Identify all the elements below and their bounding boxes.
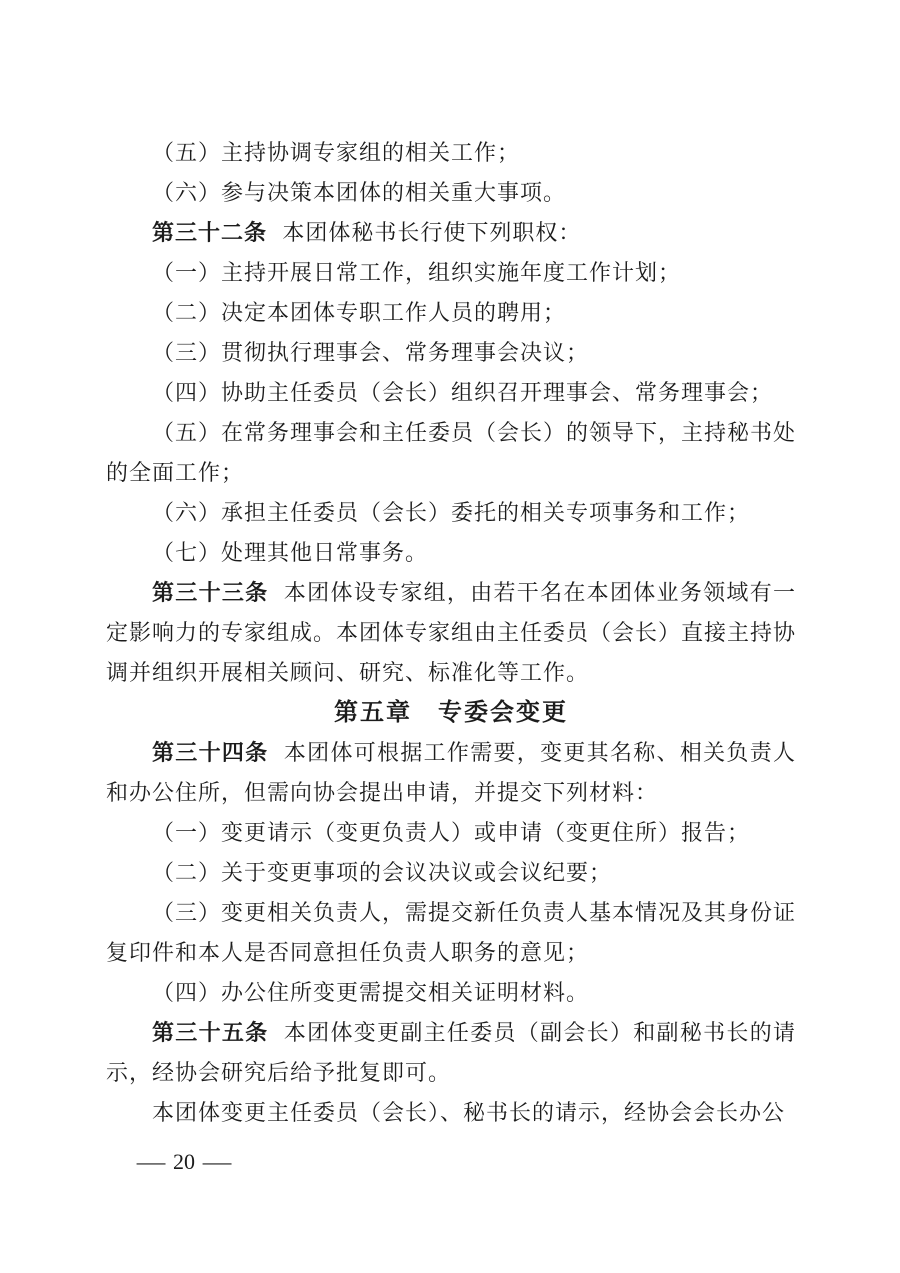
article-number: 第三十三条 <box>152 580 269 605</box>
paragraph: 第三十五条 本团体变更副主任委员（副会长）和副秘书长的请示，经协会研究后给予批复即可。 <box>106 1020 796 1085</box>
footer-left-dash: — <box>136 1149 166 1174</box>
article-number: 第三十二条 <box>152 220 268 245</box>
paragraph: （二）关于变更事项的会议决议或会议纪要； <box>152 860 613 885</box>
paragraph: （一）主持开展日常工作，组织实施年度工作计划； <box>152 260 682 285</box>
paragraph: （二）决定本团体专职工作人员的聘用； <box>152 300 567 325</box>
document-body <box>106 133 796 1133</box>
paragraph: （一）变更请示（变更负责人）或申请（变更住所）报告； <box>152 820 751 845</box>
paragraph: 第三十二条 本团体秘书长行使下列职权： <box>152 220 582 245</box>
paragraph: 第三十四条 本团体可根据工作需要，变更其名称、相关负责人和办公住所，但需向协会提出申请，并提交下列材料： <box>106 740 796 805</box>
paragraph: （四）协助主任委员（会长）组织召开理事会、常务理事会； <box>152 380 774 405</box>
article-number: 第三十五条 <box>152 1020 269 1045</box>
footer-right-dash: — <box>202 1149 232 1174</box>
paragraph: （五）在常务理事会和主任委员（会长）的领导下，主持秘书处的全面工作； <box>106 420 797 485</box>
paragraph: （六）承担主任委员（会长）委托的相关专项事务和工作； <box>152 500 751 525</box>
page-number: 20 <box>173 1149 195 1174</box>
paragraph: （七）处理其他日常事务。 <box>152 540 429 565</box>
article-number: 第三十四条 <box>152 740 269 765</box>
paragraph: （五）主持协调专家组的相关工作； <box>152 140 521 165</box>
paragraph: 本团体变更主任委员（会长）、秘书长的请示，经协会会长办公 <box>152 1100 786 1125</box>
chapter-heading: 第五章 专委会变更 <box>334 699 568 726</box>
paragraph: （六）参与决策本团体的相关重大事项。 <box>152 180 567 205</box>
paragraph: （三）贯彻执行理事会、常务理事会决议； <box>152 340 590 365</box>
page-footer <box>136 1146 232 1178</box>
paragraph: 第三十三条 本团体设专家组，由若干名在本团体业务领域有一定影响力的专家组成。本团体专家组由主任委员（会长）直接主持协调并组织开展相关顾问、研究、标准化等工作。 <box>106 580 797 685</box>
paragraph: （三）变更相关负责人，需提交新任负责人基本情况及其身份证复印件和本人是否同意担任负责人职务的意见； <box>106 900 797 965</box>
paragraph: （四）办公住所变更需提交相关证明材料。 <box>152 980 590 1005</box>
